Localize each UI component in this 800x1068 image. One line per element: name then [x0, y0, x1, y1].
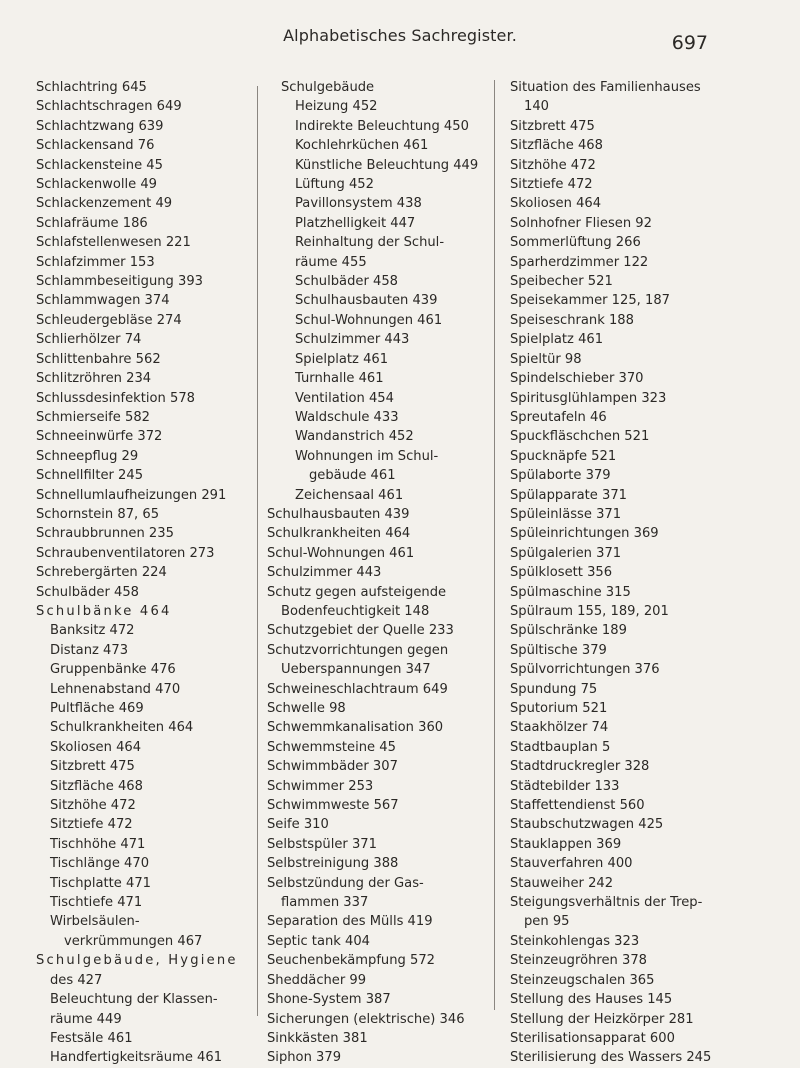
index-entry: Schnellfilter 245 [36, 468, 144, 484]
index-entry: Separation des Mülls 419 [267, 914, 433, 930]
index-entry: Spüleinlässe 371 [510, 506, 622, 522]
index-entry: Spundung 75 [510, 681, 598, 697]
index-entry: Spuckfläschchen 521 [510, 429, 650, 445]
index-entry: Schraubenventilatoren 273 [36, 545, 215, 561]
index-entry: Spülschränke 189 [510, 623, 627, 639]
page-title: Alphabetisches Sachregister. [283, 26, 517, 45]
index-entry: Sitzbrett 475 [50, 759, 135, 775]
index-entry: Staubschutzwagen 425 [510, 817, 664, 833]
index-entry: Steigungsverhältnis der Trep- [510, 895, 703, 911]
index-entry: Steinkohlengas 323 [510, 933, 640, 949]
index-entry: Schmierseife 582 [36, 409, 150, 425]
index-entry: Siphon 379 [267, 1050, 342, 1066]
index-entry: Spülraum 155, 189, 201 [510, 603, 669, 619]
index-entry: Tischlänge 470 [50, 856, 150, 872]
index-entry: Sterilisierung des Wassers 245 [510, 1050, 712, 1066]
index-entry: Speiseschrank 188 [510, 312, 634, 328]
index-entry: Tischtiefe 471 [50, 895, 143, 911]
index-entry: Schlachtschragen 649 [36, 99, 182, 115]
index-entry: Schneeinwürfe 372 [36, 429, 163, 445]
index-entry: Distanz 473 [50, 642, 129, 658]
index-entry: Tischplatte 471 [50, 875, 152, 891]
index-entry: Staffettendienst 560 [510, 798, 645, 814]
index-entry: Spülvorrichtungen 376 [510, 662, 660, 678]
index-entry: Schulgebäude [281, 80, 375, 95]
index-entry: 140 [524, 99, 549, 115]
index-entry: Schlackenzement 49 [36, 196, 173, 212]
index-entry: Festsäle 461 [50, 1030, 133, 1046]
index-entry: Septic tank 404 [267, 933, 371, 949]
index-entry: Speisekammer 125, 187 [510, 293, 670, 309]
index-entry: Bodenfeuchtigkeit 148 [281, 603, 430, 619]
index-entry: Stauverfahren 400 [510, 856, 633, 872]
index-entry: Spielplatz 461 [295, 351, 389, 367]
index-entry: Schulbänke 464 [36, 603, 172, 619]
index-entry: Gruppenbänke 476 [50, 662, 176, 678]
index-entry: Schlittenbahre 562 [36, 351, 161, 367]
page-number: 697 [671, 32, 708, 54]
index-entry: Sterilisationsapparat 600 [510, 1030, 675, 1046]
index-entry: Seife 310 [267, 817, 329, 833]
column-divider [494, 80, 495, 1010]
index-entry: Schraubbrunnen 235 [36, 526, 174, 542]
index-entry: Städtebilder 133 [510, 778, 620, 794]
index-entry: des 427 [50, 972, 103, 988]
index-entry: Schul-Wohnungen 461 [267, 545, 415, 561]
index-entry: Schulbäder 458 [295, 274, 398, 290]
index-entry: Stadtdruckregler 328 [510, 759, 650, 775]
index-entry: Schlierhölzer 74 [36, 332, 142, 348]
index-entry: Stellung des Hauses 145 [510, 992, 673, 1008]
index-entry: Sitztiefe 472 [510, 177, 593, 193]
index-entry: Spieltür 98 [510, 351, 582, 367]
index-entry: Schul-Wohnungen 461 [295, 312, 443, 328]
index-entry: räume 449 [50, 1011, 122, 1027]
index-entry: Spiritusglühlampen 323 [510, 390, 667, 406]
index-entry: Selbstspüler 371 [267, 836, 377, 852]
index-entry: Schulhausbauten 439 [295, 293, 438, 309]
index-entry: Sitzfläche 468 [510, 138, 603, 154]
index-entry: Steinzeugschalen 365 [510, 972, 655, 988]
index-entry: Kochlehrküchen 461 [295, 138, 429, 154]
index-entry: Schlafzimmer 153 [36, 254, 155, 270]
index-entry: Spülapparate 371 [510, 487, 627, 503]
index-entry: Heizung 452 [295, 99, 378, 115]
index-column-2 [267, 78, 483, 1068]
index-entry: Skoliosen 464 [510, 196, 602, 212]
index-entry: Schwimmweste 567 [267, 798, 399, 814]
index-entry: Schwimmbäder 307 [267, 759, 398, 775]
index-entry: Spielplatz 461 [510, 332, 604, 348]
index-entry: Sitztiefe 472 [50, 817, 133, 833]
index-entry: Wandanstrich 452 [295, 429, 414, 445]
index-entry: Schnellumlaufheizungen 291 [36, 487, 227, 503]
index-entry: Schlafstellenwesen 221 [36, 235, 191, 251]
index-entry: Sitzhöhe 472 [510, 157, 596, 173]
index-entry: Schlackenwolle 49 [36, 177, 158, 193]
index-entry: Schlafräume 186 [36, 215, 148, 231]
index-entry: Speibecher 521 [510, 274, 613, 290]
index-entry: Platzhelligkeit 447 [295, 215, 416, 231]
index-entry: Sommerlüftung 266 [510, 235, 641, 251]
index-entry: Sheddächer 99 [267, 972, 367, 988]
index-entry: Schlachtzwang 639 [36, 118, 164, 134]
index-entry: Sinkkästen 381 [267, 1030, 368, 1046]
index-entry: Schulgebäude, Hygiene [36, 953, 238, 969]
index-entry: Seuchenbekämpfung 572 [267, 953, 436, 969]
index-entry: Spültische 379 [510, 642, 607, 658]
index-entry: Schlitzröhren 234 [36, 371, 152, 387]
index-entry: gebäude 461 [309, 468, 396, 484]
index-entry: Ventilation 454 [295, 390, 394, 406]
index-entry: Skoliosen 464 [50, 739, 142, 755]
index-entry: Schleudergebläse 274 [36, 312, 182, 328]
index-entry: räume 455 [295, 254, 367, 270]
index-column-3 [510, 78, 750, 1068]
index-entry: Schulzimmer 443 [267, 565, 382, 581]
index-entry: Reinhaltung der Schul- [295, 235, 445, 251]
index-entry: Schlachtring 645 [36, 80, 147, 95]
index-entry: Turnhalle 461 [295, 371, 384, 387]
index-entry: Sitzhöhe 472 [50, 798, 136, 814]
index-entry: Banksitz 472 [50, 623, 135, 639]
index-entry: verkrümmungen 467 [64, 933, 203, 949]
index-entry: Schlammwagen 374 [36, 293, 170, 309]
index-entry: flammen 337 [281, 895, 369, 911]
index-entry: Schwimmer 253 [267, 778, 374, 794]
index-entry: Waldschule 433 [295, 409, 399, 425]
index-entry: Stauklappen 369 [510, 836, 622, 852]
index-entry: Schweineschlachtraum 649 [267, 681, 448, 697]
index-entry: pen 95 [524, 914, 570, 930]
index-entry: Lüftung 452 [295, 177, 374, 193]
index-entry: Spucknäpfe 521 [510, 448, 617, 464]
index-entry: Schwemmkanalisation 360 [267, 720, 444, 736]
index-entry: Wirbelsäulen- [50, 914, 140, 930]
column-divider [257, 86, 258, 1016]
index-entry: Sicherungen (elektrische) 346 [267, 1011, 465, 1027]
index-entry: Sitzfläche 468 [50, 778, 143, 794]
index-entry: Spindelschieber 370 [510, 371, 644, 387]
index-entry: Shone-System 387 [267, 992, 391, 1008]
index-entry: Steinzeugröhren 378 [510, 953, 647, 969]
index-entry: Spülaborte 379 [510, 468, 611, 484]
index-entry: Schulkrankheiten 464 [267, 526, 411, 542]
index-entry: Spüleinrichtungen 369 [510, 526, 659, 542]
index-entry: Handfertigkeitsräume 461 [50, 1050, 223, 1066]
index-entry: Sputorium 521 [510, 701, 608, 716]
index-entry: Spreutafeln 46 [510, 409, 607, 425]
index-entry: Schulzimmer 443 [295, 332, 410, 348]
index-entry: Schornstein 87, 65 [36, 506, 160, 522]
index-entry: Spülgalerien 371 [510, 545, 622, 561]
index-entry: Staakhölzer 74 [510, 720, 609, 736]
index-entry: Sparherdzimmer 122 [510, 254, 649, 270]
index-entry: Indirekte Beleuchtung 450 [295, 118, 469, 134]
index-entry: Situation des Familienhauses [510, 80, 701, 95]
index-entry: Schrebergärten 224 [36, 565, 167, 581]
index-entry: Selbstzündung der Gas- [267, 875, 424, 891]
index-entry: Spülmaschine 315 [510, 584, 631, 600]
index-entry: Ueberspannungen 347 [281, 662, 431, 678]
index-entry: Lehnenabstand 470 [50, 681, 181, 697]
index-entry: Schulkrankheiten 464 [50, 720, 194, 736]
index-entry: Solnhofner Fliesen 92 [510, 215, 652, 231]
index-entry: Tischhöhe 471 [50, 836, 146, 852]
index-entry: Sitzbrett 475 [510, 118, 595, 134]
index-entry: Beleuchtung der Klassen- [50, 992, 218, 1008]
index-entry: Schutz gegen aufsteigende [267, 584, 447, 600]
index-entry: Schulhausbauten 439 [267, 506, 410, 522]
index-entry: Schlammbeseitigung 393 [36, 274, 204, 290]
index-entry: Schneepflug 29 [36, 448, 139, 464]
index-entry: Zeichensaal 461 [295, 487, 404, 503]
index-entry: Schulbäder 458 [36, 584, 139, 600]
index-entry: Selbstreinigung 388 [267, 856, 399, 872]
index-entry: Schlussdesinfektion 578 [36, 390, 195, 406]
index-entry: Stellung der Heizkörper 281 [510, 1011, 694, 1027]
index-entry: Stauweiher 242 [510, 875, 614, 891]
index-entry: Stadtbauplan 5 [510, 739, 611, 755]
index-entry: Pultfläche 469 [50, 701, 144, 716]
index-entry: Wohnungen im Schul- [295, 448, 439, 464]
index-entry: Schutzgebiet der Quelle 233 [267, 623, 454, 639]
index-entry: Spülklosett 356 [510, 565, 613, 581]
index-entry: Schutzvorrichtungen gegen [267, 642, 449, 658]
index-entry: Künstliche Beleuchtung 449 [295, 157, 479, 173]
index-entry: Schlackensteine 45 [36, 157, 163, 173]
index-entry: Schwemmsteine 45 [267, 739, 396, 755]
index-entry: Schwelle 98 [267, 701, 346, 716]
index-entry: Pavillonsystem 438 [295, 196, 422, 212]
index-column-1 [36, 78, 248, 1068]
page-header [0, 24, 800, 54]
index-entry: Schlackensand 76 [36, 138, 155, 154]
